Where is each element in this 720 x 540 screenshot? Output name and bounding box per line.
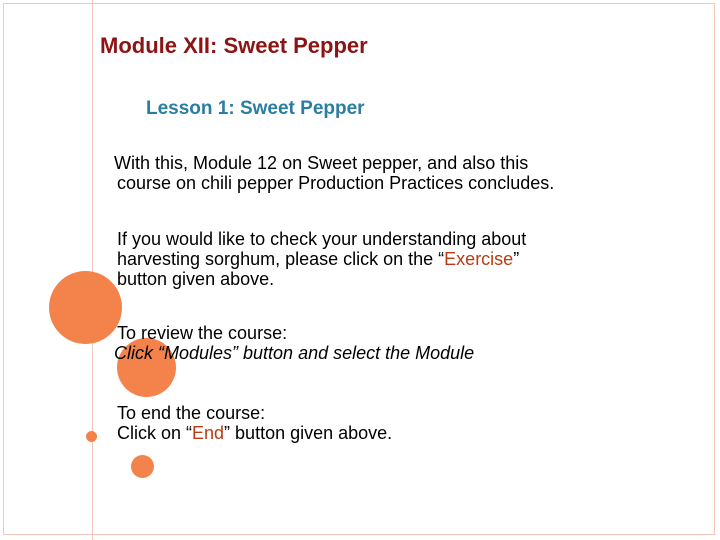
exercise-highlight: Exercise	[444, 249, 514, 269]
end-line-2	[117, 423, 392, 443]
lesson-subtitle: Lesson 1: Sweet Pepper	[146, 98, 365, 119]
end-highlight: End	[192, 423, 225, 443]
exercise-line-1: If you would like to check your understanding about	[117, 229, 527, 249]
decorative-circle-small-2	[131, 455, 154, 478]
review-line-1: To review the course:	[117, 323, 288, 343]
decorative-vertical-line	[92, 0, 93, 540]
end-paragraph	[117, 403, 392, 443]
conclusion-line-2: course on chili pepper Production Practices concludes.	[117, 173, 555, 193]
decorative-circle-small	[86, 431, 97, 442]
decorative-circle-large	[49, 271, 122, 344]
exercise-line-2-before: harvesting sorghum, please click on the “	[117, 249, 445, 269]
conclusion-paragraph	[114, 153, 554, 193]
exercise-line-2-after: ”	[513, 249, 520, 269]
exercise-paragraph	[117, 229, 526, 289]
end-line-2-before: Click on “	[117, 423, 193, 443]
end-line-2-after: ” button given above.	[224, 423, 393, 443]
exercise-line-2	[117, 249, 526, 269]
review-paragraph	[114, 323, 475, 363]
end-line-1: To end the course:	[117, 403, 266, 423]
module-title: Module XII: Sweet Pepper	[100, 33, 368, 58]
conclusion-line-1: With this, Module 12 on Sweet pepper, and also this	[114, 153, 529, 173]
exercise-line-3: button given above.	[117, 269, 275, 289]
review-instruction: Click “Modules” button and select the Module	[114, 343, 475, 363]
